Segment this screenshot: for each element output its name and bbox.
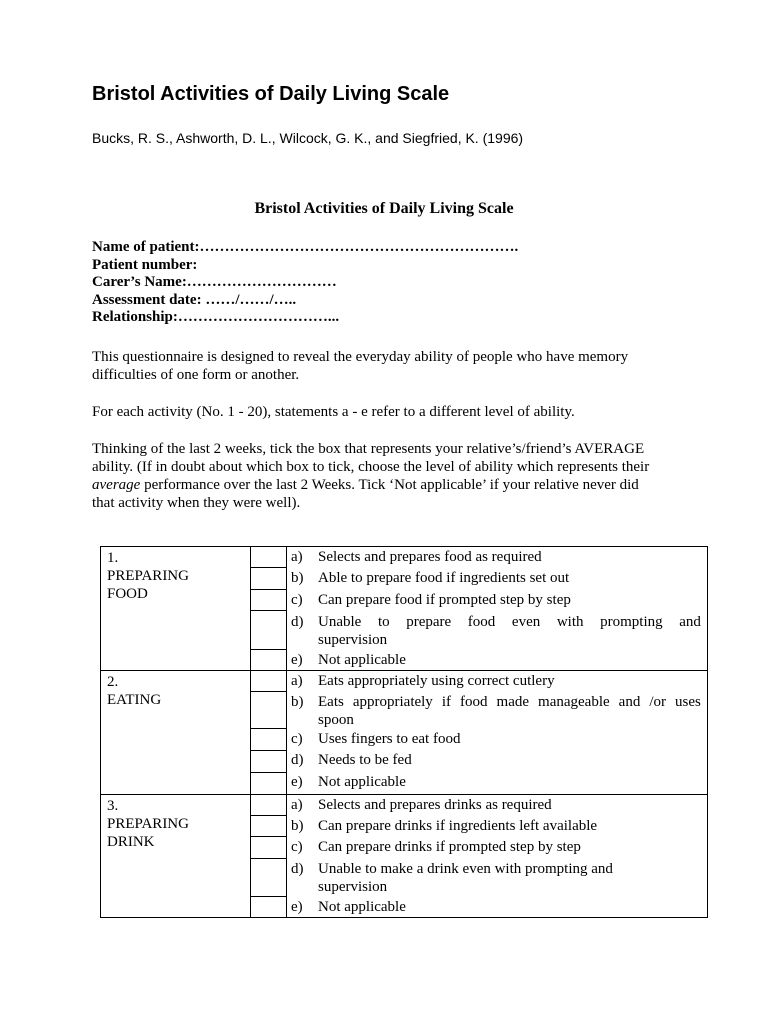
tick-box-d[interactable] xyxy=(251,611,286,650)
option-word: Eats xyxy=(318,694,344,710)
option-e xyxy=(291,651,701,669)
option-letter: c) xyxy=(291,731,303,747)
option-letter: a) xyxy=(291,673,303,689)
option-text: Selects and prepares food as required xyxy=(318,549,542,565)
activity-label xyxy=(101,547,251,670)
option-letter: b) xyxy=(291,570,304,586)
tick-column xyxy=(251,671,287,795)
option-text-line-2: supervision xyxy=(318,879,388,895)
activity-statement-paragraph: For each activity (No. 1 - 20), statements a - e refer to a different level of ability. xyxy=(92,404,575,420)
option-word: /or xyxy=(649,694,667,710)
option-letter: e) xyxy=(291,652,303,668)
option-word: with xyxy=(556,614,584,630)
option-word: even xyxy=(511,614,541,630)
activity-number: 3. xyxy=(107,798,119,814)
tick-box-c[interactable] xyxy=(251,590,286,611)
option-text-line-2: supervision xyxy=(318,632,388,648)
intro-paragraph: This questionnaire is designed to reveal the everyday ability of people who have memory difficulties of one form or another. xyxy=(92,349,629,383)
field-carers-name[interactable]: Carer’s Name:………………………… xyxy=(92,274,337,290)
option-text: Uses fingers to eat food xyxy=(318,731,461,747)
activity-name-line: EATING xyxy=(107,692,162,708)
tick-box-e[interactable] xyxy=(251,773,286,794)
option-text-line-1 xyxy=(318,613,701,631)
option-b xyxy=(291,693,701,729)
option-letter: c) xyxy=(291,839,303,855)
option-letter: e) xyxy=(291,774,303,790)
option-d xyxy=(291,751,701,769)
option-text: Not applicable xyxy=(318,652,406,668)
option-word: if xyxy=(441,694,451,710)
emphasis-average: average xyxy=(92,477,141,493)
activity-block-preparing-food xyxy=(101,547,707,670)
tick-box-a[interactable] xyxy=(251,671,286,692)
option-word: prepare xyxy=(406,614,452,630)
activity-label xyxy=(101,795,251,918)
tick-box-e[interactable] xyxy=(251,650,286,670)
field-patient-number[interactable]: Patient number: xyxy=(92,256,198,273)
option-e xyxy=(291,898,701,916)
option-letter: a) xyxy=(291,549,303,565)
option-letter: d) xyxy=(291,861,304,877)
option-word: appropriately xyxy=(352,694,433,710)
option-d xyxy=(291,860,701,896)
tick-column xyxy=(251,795,287,918)
option-word: Unable xyxy=(318,614,362,630)
option-letter: c) xyxy=(291,592,303,608)
option-text: Not applicable xyxy=(318,774,406,790)
tick-box-c[interactable] xyxy=(251,729,286,751)
option-text: Not applicable xyxy=(318,899,406,915)
option-word: food xyxy=(460,694,488,710)
option-a xyxy=(291,548,701,566)
tick-box-b[interactable] xyxy=(251,692,286,729)
option-text-line-1: Unable to make a drink even with prompting and xyxy=(318,861,613,877)
option-text: Eats appropriately using correct cutlery xyxy=(318,673,555,689)
option-d xyxy=(291,613,701,649)
tick-box-a[interactable] xyxy=(251,547,286,568)
tick-box-b[interactable] xyxy=(251,816,286,837)
activity-name-line: DRINK xyxy=(107,834,155,850)
tick-box-e[interactable] xyxy=(251,897,286,917)
activity-number: 1. xyxy=(107,550,119,566)
activity-name-line: PREPARING xyxy=(107,816,189,832)
field-assessment-date[interactable]: Assessment date: ……/……/….. xyxy=(92,291,297,308)
option-a xyxy=(291,796,701,814)
option-text: Can prepare drinks if ingredients left available xyxy=(318,818,598,834)
option-letter: e) xyxy=(291,899,303,915)
option-c xyxy=(291,591,701,609)
option-text: Needs to be fed xyxy=(318,752,412,768)
option-text-line-1 xyxy=(318,693,701,711)
tick-box-b[interactable] xyxy=(251,568,286,590)
option-word: and xyxy=(679,614,701,630)
option-c xyxy=(291,730,701,748)
tick-box-c[interactable] xyxy=(251,837,286,859)
citation: Bucks, R. S., Ashworth, D. L., Wilcock, G. K., and Siegfried, K. (1996) xyxy=(92,130,524,146)
activity-name-line: FOOD xyxy=(107,586,148,602)
option-b xyxy=(291,817,701,835)
option-c xyxy=(291,838,701,856)
option-letter: a) xyxy=(291,797,303,813)
tick-instructions-part2: performance over the last 2 Weeks. Tick ‘Not applicable’ if your relative never did that activity when they were well). xyxy=(92,477,639,511)
tick-instructions-paragraph xyxy=(92,440,652,512)
option-letter: d) xyxy=(291,752,304,768)
tick-box-d[interactable] xyxy=(251,859,286,897)
option-word: prompting xyxy=(600,614,663,630)
option-a xyxy=(291,672,701,690)
option-text: Can prepare drinks if prompted step by step xyxy=(318,839,581,855)
form-title: Bristol Activities of Daily Living Scale xyxy=(254,200,514,217)
option-word: and xyxy=(618,694,641,710)
option-b xyxy=(291,569,701,587)
activity-label xyxy=(101,671,251,795)
field-name-of-patient[interactable]: Name of patient:………………………………………………………. xyxy=(92,239,519,255)
option-text: Able to prepare food if ingredients set out xyxy=(318,570,570,586)
tick-box-d[interactable] xyxy=(251,751,286,773)
patient-fields xyxy=(92,239,518,327)
activity-table xyxy=(100,546,708,918)
option-letter: b) xyxy=(291,694,304,710)
option-word: manageable xyxy=(538,694,610,710)
activity-block-preparing-drink xyxy=(101,794,707,918)
tick-box-a[interactable] xyxy=(251,795,286,816)
document-title: Bristol Activities of Daily Living Scale xyxy=(92,83,450,105)
option-word: to xyxy=(377,614,390,630)
option-text: Can prepare food if prompted step by step xyxy=(318,592,571,608)
activity-name-line: PREPARING xyxy=(107,568,189,584)
option-letter: d) xyxy=(291,614,304,630)
option-e xyxy=(291,773,701,791)
option-text: Selects and prepares drinks as required xyxy=(318,797,552,813)
option-word: made xyxy=(496,694,530,710)
activity-block-eating xyxy=(101,670,707,795)
option-word: uses xyxy=(675,694,701,710)
tick-column xyxy=(251,547,287,670)
option-word: food xyxy=(467,614,496,630)
option-letter: b) xyxy=(291,818,304,834)
option-text-line-2: spoon xyxy=(318,712,354,728)
tick-instructions-part1: Thinking of the last 2 weeks, tick the box that represents your relative’s/friend’s AVERAGE ability. (If in doubt about which box to tick, choose the level of ability which represents their xyxy=(92,441,650,475)
field-relationship[interactable]: Relationship:…………………………... xyxy=(92,309,340,325)
activity-number: 2. xyxy=(107,674,119,690)
